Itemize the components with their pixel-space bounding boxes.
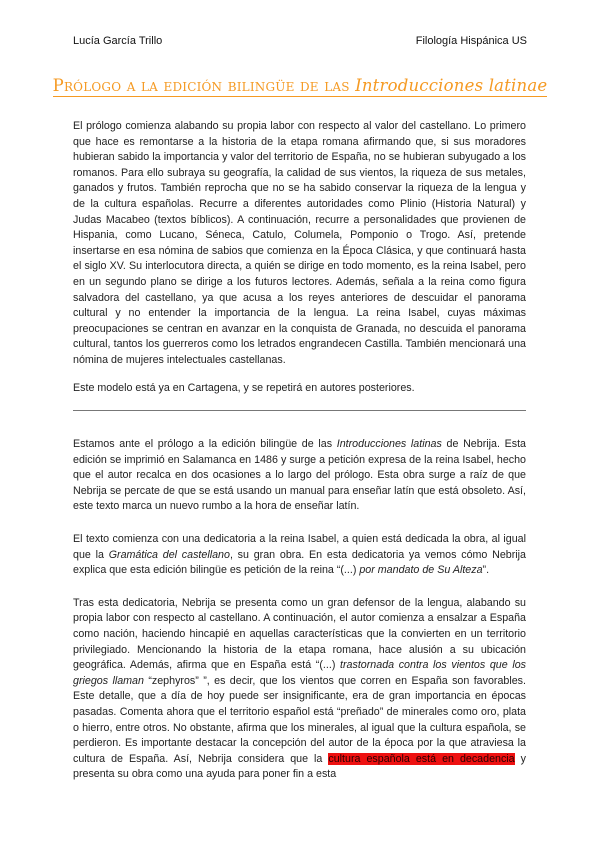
quote-mandato: por mandato de Su Alteza — [359, 564, 483, 577]
analysis-paragraph-3: Tras esta dedicatoria, Nebrija se presenta como un gran defensor de la lengua, alabando su propia labor con respecto al castellano. A continuación, el autor comienza a ensalzar a España como nación, haciendo hincapié en aquellas características que la convierten en un territorio privilegiado. Mencionando la historia de la etapa romana, hace alusión a su ubicación geográfica. Además, afirma que en España está “(...) trastornada contra los vientos que los griegos llaman “zephyros” ”, es decir, que los vientos que corren en España son favorables. Este detalle, que a día de hoy puede ser insignificante, era de gran importancia en épocas pasadas. Comenta ahora que el territorio español está “preñado” de minerales como oro, plata o hierro, entre otros. No obstante, afirma que los minerales, al igual que la cultura española, se perdieron. Es importante destacar la concepción del autor de la época por la que atraviesa la cultura de España. Así, Nebrija considera que la cultura española está en decadencia y presenta su obra como una ayuda para poner fin a esta — [73, 596, 526, 781]
header-course: Filología Hispánica US — [415, 35, 527, 47]
highlighted-text: cultura española está en decadencia — [328, 752, 515, 765]
summary-note: Este modelo está ya en Cartagena, y se repetirá en autores posteriores. — [73, 381, 415, 394]
title-italic: Introducciones latinae — [355, 76, 548, 95]
page-header — [73, 35, 527, 47]
work-title-introducciones: Introducciones latinas — [336, 438, 442, 451]
quote-vientos: trastornada contra los vientos que los griegos llaman — [73, 659, 526, 687]
analysis-paragraph-1: Estamos ante el prólogo a la edición bilingüe de las Introducciones latinas de Nebrija. Esta edición se imprimió en Salamanca en 1486 y surge a petición expresa de la reina Isabel, hecho que el autor recalca en dos ocasiones a lo largo del prólogo. Esta obra surge a raíz de que Nebrija se percate de que se está usando un manual para enseñar latín que está obsoleto. Así, este texto marca un nuevo rumbo a la hora de enseñar latín. — [73, 438, 526, 513]
document-body — [73, 119, 526, 783]
title-underline — [53, 76, 548, 97]
section-divider — [73, 396, 526, 411]
analysis-paragraph-2: El texto comienza con una dedicatoria a la reina Isabel, a quien está dedicada la obra, al igual que la Gramática del castellano, su gran obra. En esta dedicatoria ya vemos cómo Nebrija explica que esta edición bilingüe es petición de la reina “(...) por mandato de Su Alteza”. — [73, 533, 526, 577]
document-title — [0, 76, 600, 95]
summary-paragraph: El prólogo comienza alabando su propia labor con respecto al valor del castellano. Lo primero que hace es remontarse a la historia de la etapa romana afirmando que, si sus moradores hubieran sabido la importancia y valor del territorio de España, no se hubieran subyugado a los romanos. Para ello subraya su geografía, la calidad de sus vientos, la riqueza de sus metales, ganados y frutos. También reprocha que no se ha sabido conservar la riqueza de la lengua y de la cultura españolas. Recurre a diferentes autoridades como Plinio (Historia Natural) y Judas Macabeo (textos bíblicos). A continuación, recurre a personalidades que provienen de Hispania, como Lucano, Séneca, Catulo, Columela, Pomponio o Trogo. Así, pretende insertarse en esa nómina de sabios que comienza en la Época Clásica, y que continuará hasta el siglo XV. Su interlocutora directa, a quién se dirige en todo momento, es la reina Isabel, pero en un segundo plano se dirige a los futuros lectores. Además, señala a la reina como figura salvadora del castellano, ya que acusa a los reyes anteriores de descuidar el panorama cultural y no entender la importancia de la lengua. La reina Isabel, cuyas máximas preocupaciones se centran en avanzar en la conquista de Granada, no descuida el panorama cultural, tantos los guerreros como los letrados engrandecen Castilla. También mencionará una nómina de mujeres intelectuales castellanas. — [73, 120, 526, 366]
header-author: Lucía García Trillo — [73, 35, 163, 47]
work-title-gramatica: Gramática del castellano — [108, 548, 230, 561]
title-prefix: Prólogo a la edición bilingüe de las — [52, 76, 356, 95]
